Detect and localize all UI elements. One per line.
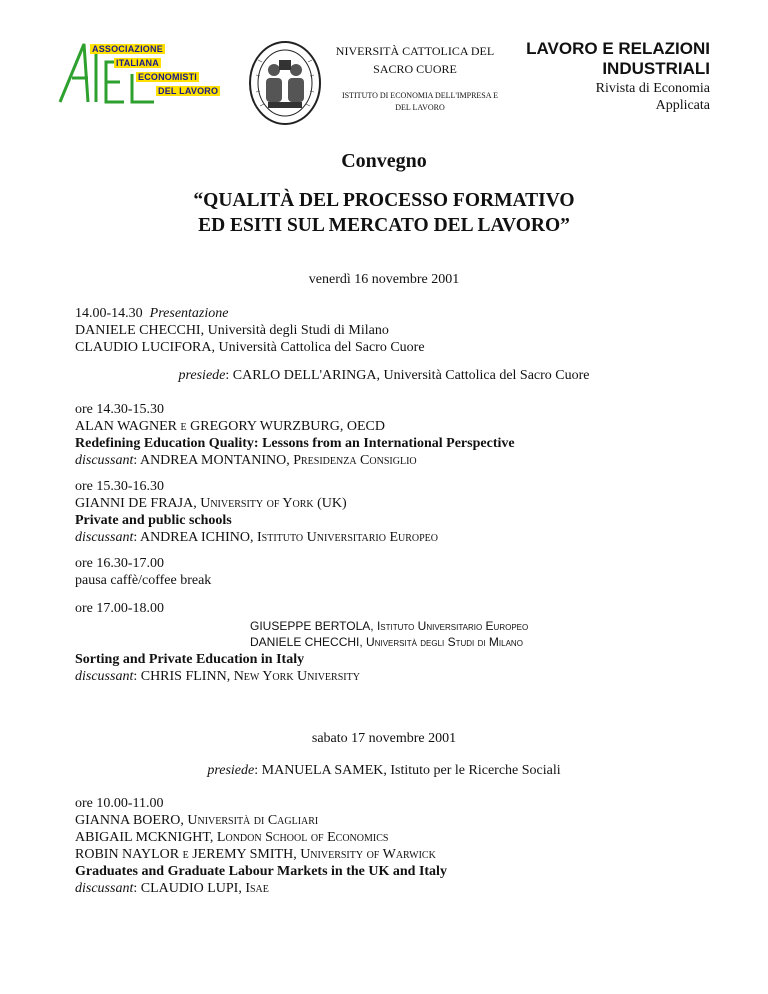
institute-name: [330, 90, 510, 114]
session-author-2: DANIELE CHECCHI, Università degli Studi di Milano: [250, 635, 523, 649]
speaker-affiliation: , Università degli Studi di Milano: [200, 323, 389, 338]
seal-emblem: [248, 40, 322, 126]
session-authors: ALAN WAGNER e GREGORY WURZBURG, OECD: [75, 419, 385, 434]
session-author-1: GIUSEPPE BERTOLA, Istituto Universitario Europeo: [250, 619, 529, 633]
presentation-label: Presentazione: [149, 306, 229, 321]
event-title: [0, 188, 768, 238]
session-title: Redefining Education Quality: Lessons from an International Perspective: [75, 436, 515, 451]
journal-subtitle-line-1: Rivista di Economia: [595, 81, 710, 96]
institute-line-1: ISTITUTO DI ECONOMIA DELL'IMPRESA E: [342, 91, 498, 100]
discussant-name: : CLAUDIO LUPI, Isae: [133, 881, 269, 896]
aiel-logo: [58, 40, 238, 106]
journal-subtitle-line-2: Applicata: [655, 98, 710, 113]
session-3-authors: [250, 618, 730, 650]
aiel-word-2: ITALIANA: [116, 58, 159, 68]
session-authors: GIANNI DE FRAJA, University of York (UK): [75, 496, 347, 511]
session-discussant: [75, 529, 735, 546]
day2-date: sabato 17 novembre 2001: [311, 731, 457, 746]
presentation-heading: [75, 305, 735, 322]
session-discussant: [75, 880, 735, 897]
session-time: ore 15.30-16.30: [75, 479, 165, 494]
session-title: Sorting and Private Education in Italy: [75, 652, 305, 667]
university-line-1: NIVERSITÀ CATTOLICA DEL: [335, 44, 495, 58]
session-author-1: GIANNA BOERO, Università di Cagliari: [75, 813, 319, 828]
discussant-label: discussant: [75, 530, 134, 545]
event-title-line-2: ED ESITI SUL MERCATO DEL LAVORO”: [198, 215, 570, 236]
session-title: Graduates and Graduate Labour Markets in the UK and Italy: [75, 864, 447, 879]
aiel-word-1: ASSOCIAZIONE: [92, 44, 163, 54]
session-author-3: ROBIN NAYLOR e JEREMY SMITH, University of Warwick: [75, 847, 436, 862]
session-title: Private and public schools: [75, 513, 232, 528]
presentation-speaker-2: [75, 339, 735, 356]
discussant-name: : CHRIS FLINN, New York University: [133, 669, 360, 684]
aiel-word-3: ECONOMISTI: [138, 72, 198, 82]
session-1: [75, 401, 735, 469]
chair-affiliation: , Università Cattolica del Sacro Cuore: [376, 368, 590, 383]
session-time: ore 14.30-15.30: [75, 402, 165, 417]
session-discussant: [75, 452, 735, 469]
break-label: pausa caffè/coffee break: [75, 573, 212, 588]
discussant-label: discussant: [75, 453, 134, 468]
session-time: ore 16.30-17.00: [75, 556, 165, 571]
journal-title: [510, 39, 710, 79]
session-time: ore 10.00-11.00: [75, 796, 164, 811]
discussant-label: discussant: [75, 669, 134, 684]
presentation-speaker-1: [75, 322, 735, 339]
chair-name: CARLO DELL'ARINGA: [232, 368, 377, 383]
coffee-break: [75, 555, 735, 589]
event-title-line-1: “QUALITÀ DEL PROCESSO FORMATIVO: [193, 190, 575, 211]
day2-session: [75, 795, 735, 897]
day1-date: venerdì 16 novembre 2001: [308, 272, 460, 287]
day2-chair: presiede: MANUELA SAMEK, Istituto per le Ricerche Sociali: [207, 763, 561, 778]
institute-line-2: DEL LAVORO: [395, 103, 445, 112]
session-3-details: [75, 651, 735, 685]
discussant-name: : ANDREA MONTANINO, Presidenza Consiglio: [133, 453, 417, 468]
discussant-name: : ANDREA ICHINO, Istituto Universitario Europeo: [133, 530, 439, 545]
session-2: [75, 478, 735, 546]
journal-subtitle: [530, 80, 710, 114]
chair-label: presiede: [207, 763, 255, 778]
session-3-time: ore 17.00-18.00: [75, 601, 165, 616]
presentation-time: 14.00-14.30: [75, 306, 143, 321]
day1-chair: presiede: CARLO DELL'ARINGA, Università Cattolica del Sacro Cuore: [178, 368, 590, 383]
journal-title-line-1: LAVORO E RELAZIONI: [526, 39, 710, 58]
university-line-2: SACRO CUORE: [373, 62, 457, 76]
aiel-word-4: DEL LAVORO: [158, 86, 219, 96]
discussant-label: discussant: [75, 881, 134, 896]
chair-name: MANUELA SAMEK: [261, 763, 384, 778]
presentation-block: [75, 305, 735, 356]
chair-affiliation: , Istituto per le Ricerche Sociali: [383, 763, 561, 778]
journal-title-line-2: INDUSTRIALI: [602, 59, 710, 78]
speaker-name: DANIELE CHECCHI: [75, 323, 201, 338]
chair-label: presiede: [178, 368, 226, 383]
session-author-2: ABIGAIL MCKNIGHT, London School of Economics: [75, 830, 389, 845]
university-seal: [248, 40, 322, 126]
speaker-name: CLAUDIO LUCIFORA: [75, 340, 212, 355]
event-kind: Convegno: [341, 150, 427, 172]
university-name: [326, 42, 504, 78]
speaker-affiliation: , Università Cattolica del Sacro Cuore: [211, 340, 425, 355]
session-discussant: [75, 668, 735, 685]
